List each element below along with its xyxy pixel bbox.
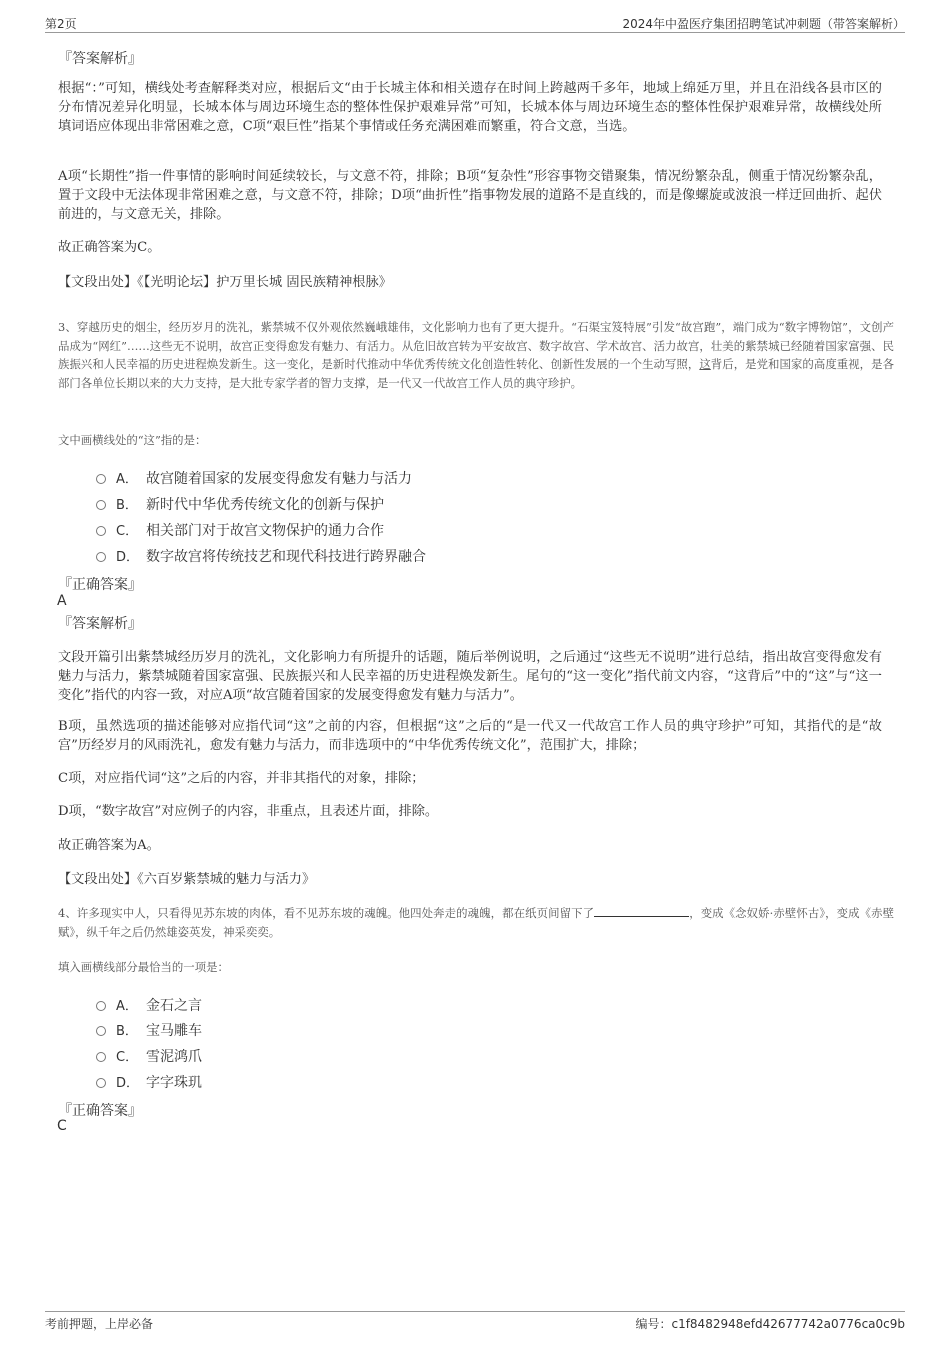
radio-icon[interactable] — [96, 552, 106, 562]
q3-conclusion: 故正确答案为A。 — [58, 838, 160, 853]
analysis-label: 『答案解析』 — [58, 616, 142, 632]
q4-prompt: 填入画横线部分最恰当的一项是： — [58, 960, 229, 974]
correct-answer-label: 『正确答案』 — [58, 1103, 142, 1119]
q3-prompt: 文中画横线处的“这”指的是： — [58, 433, 207, 447]
radio-icon[interactable] — [96, 500, 106, 510]
q3-analysis-paragraph-3: C项，对应指代词“这”之后的内容，并非其指代的对象，排除； — [58, 771, 425, 786]
q3-option-d[interactable]: D． 数字故宫将传统技艺和现代科技进行跨界融合 — [96, 546, 426, 566]
radio-icon[interactable] — [96, 1052, 106, 1062]
q3-answer: A — [57, 593, 67, 609]
correct-answer-label: 『正确答案』 — [58, 577, 142, 593]
q4-answer: C — [57, 1118, 67, 1134]
underlined-word: 这 — [699, 357, 711, 371]
radio-icon[interactable] — [96, 526, 106, 536]
q2-source: 【文段出处】《【光明论坛】护万里长城 固民族精神根脉》 — [58, 275, 392, 290]
q4-option-c[interactable]: C． 雪泥鸿爪 — [96, 1046, 202, 1066]
document-code: 编号：c1f8482948efd42677742a0776ca0c9b — [635, 1317, 905, 1331]
q4-option-b[interactable]: B． 宝马雕车 — [96, 1020, 202, 1040]
q2-analysis-paragraph-1: 根据“：”可知，横线处考查解释类对应，根据后文“由于长城主体和相关遗存在时间上跨越两千多年，地域上绵延万里，并且在沿线各县市区的分布情况差异化明显，长城本体与周边环境生态的整体性保护艰难异常”可知，长城本体与周边环境生态的整体性保护艰难异常，故横线处所填词语应体现出非常困难之意，C项“艰巨性”指某个事情或任务充满困难而繁重，符合文意，当选。 — [58, 81, 882, 134]
radio-icon[interactable] — [96, 474, 106, 484]
footer-slogan: 考前押题，上岸必备 — [45, 1317, 154, 1331]
q4-stem: 4、许多现实中人，只看得见苏东坡的肉体，看不见苏东坡的魂魄。他四处奔走的魂魄，都在纸页间留下了 ，变成《念奴娇·赤壁怀古》，变成《赤壁赋》，纵千年之后仍然雄姿英发，神采奕奕。 — [58, 906, 895, 939]
page-footer — [45, 1311, 905, 1336]
q3-option-a[interactable]: A． 故宫随着国家的发展变得愈发有魅力与活力 — [96, 468, 412, 488]
document-title: 2024年中盈医疗集团招聘笔试冲刺题（带答案解析） — [622, 17, 905, 31]
radio-icon[interactable] — [96, 1026, 106, 1036]
q3-option-c[interactable]: C． 相关部门对于故宫文物保护的通力合作 — [96, 520, 384, 540]
q2-conclusion: 故正确答案为C。 — [58, 240, 161, 255]
q2-analysis-paragraph-2: A项“长期性”指一件事情的影响时间延续较长，与文意不符，排除；B项“复杂性”形容事物交错聚集，情况纷繁杂乱，侧重于情况纷繁杂乱，置于文段中无法体现非常困难之意，与文意不符，排除；D项“曲折性”指事物发展的道路不是直线的，而是像螺旋或波浪一样迂回曲折、起伏前进的，与文意无关，排除。 — [58, 169, 882, 222]
q3-option-b[interactable]: B． 新时代中华优秀传统文化的创新与保护 — [96, 494, 384, 514]
q3-source: 【文段出处】《六百岁紫禁城的魅力与活力》 — [58, 872, 316, 887]
q3-analysis-paragraph-4: D项，“数字故宫”对应例子的内容，非重点，且表述片面，排除。 — [58, 804, 439, 819]
answer-blank — [594, 904, 689, 917]
page-number: 第2页 — [45, 17, 77, 31]
q4-option-a[interactable]: A． 金石之言 — [96, 995, 202, 1015]
q3-analysis-paragraph-2: B项，虽然选项的描述能够对应指代词“这”之前的内容，但根据“这”之后的“是一代又一代故宫工作人员的典守珍护”可知，其指代的是“故宫”历经岁月的风雨洗礼，愈发有魅力与活力，而非选项中的“中华优秀传统文化”，范围扩大，排除； — [58, 719, 882, 753]
q4-option-d[interactable]: D． 字字珠玑 — [96, 1072, 202, 1092]
radio-icon[interactable] — [96, 1001, 106, 1011]
q3-stem: 3、穿越历史的烟尘，经历岁月的洗礼，紫禁城不仅外观依然巍峨雄伟，文化影响力也有了更大提升。“石渠宝笈特展”引发“故宫跑”，端门成为“数字博物馆”，文创产品成为“网红”……这些无不说明，故宫正变得愈发有魅力、有活力。从危旧故宫转为平安故宫、数字故宫、学术故宫、活力故宫，壮美的紫禁城已经随着国家富强、民族振兴和人民幸福的历史进程焕发新生。这一变化，是新时代推动中华优秀传统文化创造性转化、创新性发展的一个生动写照，这背后，是党和国家的高度重视，是各部门各单位长期以来的大力支持，是大批专家学者的智力支撑，是一代又一代故宫工作人员的典守珍护。 — [58, 320, 894, 390]
q3-analysis-paragraph-1: 文段开篇引出紫禁城经历岁月的洗礼，文化影响力有所提升的话题，随后举例说明，之后通过“这些无不说明”进行总结，指出故宫变得愈发有魅力与活力，紫禁城随着国家富强、民族振兴和人民幸福的历史进程焕发新生。尾句的“这一变化”指代前文内容，“这背后”中的“这”与“这一变化”指代的内容一致，对应A项“故宫随着国家的发展变得愈发有魅力与活力”。 — [58, 650, 882, 703]
analysis-label: 『答案解析』 — [58, 51, 142, 67]
radio-icon[interactable] — [96, 1078, 106, 1088]
page-header — [45, 12, 905, 33]
